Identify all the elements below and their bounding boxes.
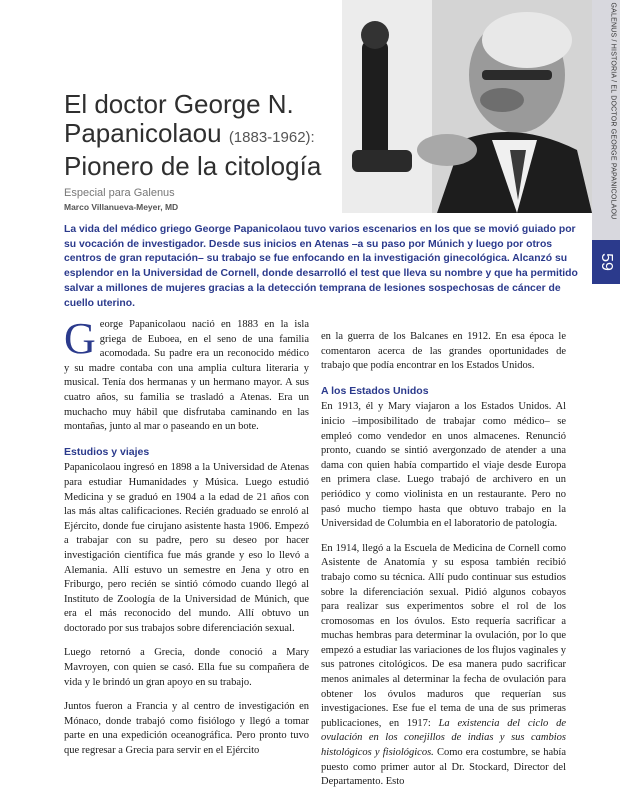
paragraph: En 1913, él y Mary viajaron a los Estados Unidos. Al inicio –imposibilitado de trabajar como médico– se empleó como vendedor en unos almacenes. Renunció pronto, cuando se sintió avergonzado de atender a una dama con quien había compartido el viaje desde Europa en primera clase. Luego trabajó de archivero en un periódico y como violinista en un restaurante. Pero no pasó mucho tiempo hasta que obtuvo trabajo en la Universidad de Columbia en el laboratorio de patología. xyxy=(321,401,566,530)
paragraph: Papanicolaou ingresó en 1898 a la Universidad de Atenas para estudiar Humanidades y Música. Luego estudió Medicina y se graduó en 1904 a la edad de 21 años con las más altas calificaciones. Recién graduado se enroló al Ejército, donde fue cirujano asistente hasta 1906. Empezó a trabajar con su padre, pero su deseo por hacer investigación científica fue más grande y eso lo llevó a Alemania. Allí estuvo un semestre en Jena y otro en Friburgo, pero recién se sintió cómodo cuando llegó al Instituto de Zoología de la Universidad de Múnich, que era el más reconocido del mundo. Allí obtuvo un doctorado por sus trabajos sobre diferenciación sexual. xyxy=(64,462,309,634)
article-title xyxy=(64,90,364,181)
portrait-illustration xyxy=(342,0,592,213)
author-name: Marco Villanueva-Meyer, MD xyxy=(64,202,179,212)
paragraph-text: Como era costumbre, se había puesto como primer autor al Dr. Stockard, Director del Departamento. Esto xyxy=(321,747,566,788)
drop-cap: G xyxy=(64,314,96,363)
lead-paragraph: La vida del médico griego George Papanicolaou tuvo varios escenarios en los que se movió guiado por su vocación de investigador. Desde sus inicios en Atenas –a su paso por Múnich y luego por otros centros de gran reputación– su trabajo se fue enfocando en la investigación ginecológica. Alcanzó su esplendor en la Universidad de Cornell, donde desarrolló el test que lleva su nombre y que ha permitido salvar a millones de mujeres gracias a la detección temprana de lesiones sospechosas de cáncer de cuello uterino. xyxy=(64,224,578,309)
paragraph: Juntos fueron a Francia y al centro de investigación en Mónaco, donde trabajó como fisiólogo y llegó a tomar parte en una expedición oceanográfica. Pero pronto tuvo que regresar a Grecia para servir en el Ejército xyxy=(64,701,309,757)
subheading-usa: A los Estados Unidos xyxy=(321,384,429,397)
title-line-3: Pionero de la citología xyxy=(64,151,322,181)
title-name: Papanicolaou xyxy=(64,118,229,148)
publication-title: La existencia del ciclo de ovulación en los conejillos de indias y sus cambios histológicos y fisiológicos. xyxy=(321,717,567,759)
paragraph xyxy=(64,314,309,435)
paragraph: en la guerra de los Balcanes en 1912. En esa época le comentaron acerca de las grandes oportunidades de trabajo que podía encontrar en los Estados Unidos. xyxy=(321,331,566,372)
running-head xyxy=(606,2,620,236)
page-number-text: 59 xyxy=(597,253,615,271)
paragraph: Luego retornó a Grecia, donde conoció a Mary Mavroyen, con quien se casó. Ella fue su compañera de vida y le brindó un gran apoyo en su trabajo. xyxy=(64,647,309,688)
column-left xyxy=(64,314,309,769)
special-label: Especial para Galenus xyxy=(64,187,175,199)
portrait-photo xyxy=(342,0,592,213)
title-years: (1883-1962): xyxy=(228,129,315,146)
paragraph-text: En 1914, llegó a la Escuela de Medicina de Cornell como Asistente de Anatomía y su esposa también recibió trabajo como su técnica. Allí pudo continuar sus estudios sobre la diferenciación sexual. Pidió algunos cobayos para realizar sus experimentos sobre el rol de los cromosomas en los óvulos. Esto requería sacrificar a muchas hembras para determinar la ovulación, por lo que empezó a estudiar las variaciones de los flujos vaginales y sus patrones citológicos. De esa manera pudo sacrificar menos animales al determinar la fecha de ovulación para obtener los óvulos maduros que requerían sus investigaciones. Ese fue el tema de una de sus primeras publicaciones, en 1917: xyxy=(321,542,566,729)
subheading-studies: Estudios y viajes xyxy=(64,445,150,458)
title-line-1: El doctor George N. xyxy=(64,89,294,119)
paragraph-text: eorge Papanicolaou nació en 1883 en la isla griega de Euboea, en el seno de una familia acomodada. Su padre era un reconocido médico y su madre contaba con una amplia cultura literaria y musical. Tenía dos hermanas y un hermano mayor. A sus cuatro años, su familia se trasladó a Atenas. Era un muchacho muy hábil que disfrutaba caminando en las montañas, junto al mar o paseando en un bote. xyxy=(64,319,309,433)
paragraph xyxy=(321,542,566,790)
column-right xyxy=(321,330,566,800)
title-line-2 xyxy=(64,119,364,152)
running-head-text: GALENUS / HISTORIA / EL DOCTOR GEORGE PAPANICOLAOU xyxy=(609,2,617,220)
page-number xyxy=(592,240,620,284)
